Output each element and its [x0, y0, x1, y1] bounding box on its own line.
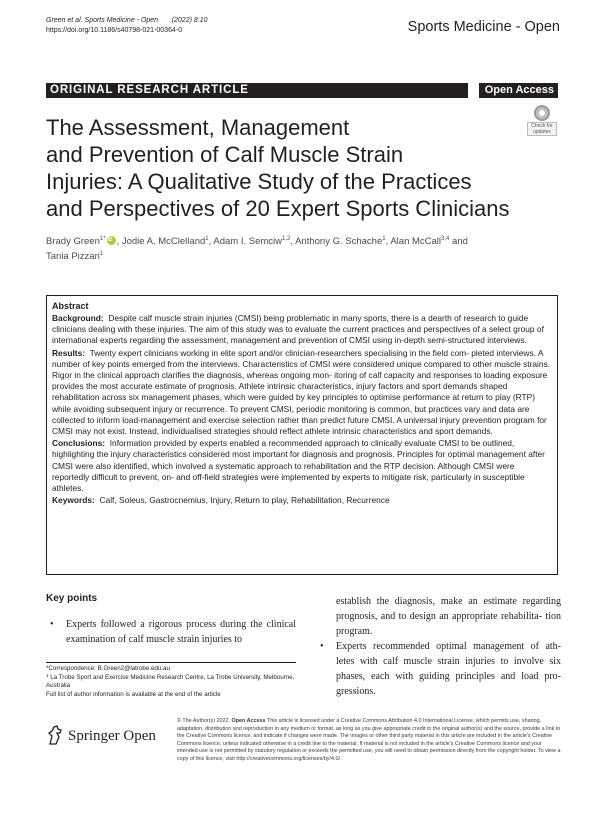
article-type: ORIGINAL RESEARCH ARTICLE: [50, 84, 249, 96]
results-text: Twenty expert clinicians working in elite sport and/or clinician-researchers specialising in the field com- pleted interviews. A number of key points emerged from the interviews. Characteristics of CMSI were considered unique compared to other muscle strains. Rigor in the clinical approach clarifies the diagnosis, whereas ongoing mon- itoring of calf capacity and responses to loading exposure provides the most accurate estimate of prognosis. Athlete intrinsic characteristics, injury factors and sport demands shaped rehabilitation across six management phases, which were guided by key principles to optimise performance at return to play (RTP) while avoiding subsequent injury or recurrence. To prevent CMSI, periodic monitoring is common, but practices vary and data are collected to inform load-management and exercise selection rather than predict future CMSI. A universal injury prevention program for CMSI may not exist. Instead, individualised strategies should reflect athlete intrinsic characteristics and sport demands.: [52, 347, 551, 437]
author-affil: 1*: [99, 236, 106, 242]
keywords-text: Calf, Soleus, Gastrocnemius, Injury, Return to play, Rehabilitation, Recurrence: [99, 495, 390, 506]
license-link[interactable]: http://creativecommons.org/licenses/by/4.0/: [236, 755, 340, 762]
title-line: Injuries: A Qualitative Study of the Practices: [46, 169, 472, 194]
key-point-item: [46, 617, 296, 647]
background-text: Despite calf muscle strain injuries (CMSI) being problematic in many sports, there is a dearth of research to guide clinicians dealing with these injuries. The aim of this study was to evaluate the current practices and perspectives of a select group of international experts regarding the assessment, management and prevention of CMSI using in-depth semi-structured interviews.: [52, 313, 544, 346]
affil-number: 1: [46, 672, 49, 678]
abstract-heading: Abstract: [52, 301, 89, 311]
key-point-item: [316, 639, 561, 699]
journal-name: Sports Medicine - Open: [407, 19, 560, 35]
check-updates-icon: [534, 105, 550, 121]
bullet-icon: •: [320, 641, 324, 652]
abstract-conclusions: [52, 438, 552, 494]
correspondence: *Correspondence: B.Green2@latrobe.edu.au: [46, 665, 170, 672]
year-volume: (2022) 8:10: [171, 17, 208, 24]
title-line: The Assessment, Management: [46, 115, 350, 140]
author-affil: 1: [382, 236, 386, 242]
background-label: Background:: [52, 313, 104, 323]
title-line: and Prevention of Calf Muscle Strain: [46, 142, 404, 167]
key-points-right-column: [316, 594, 561, 699]
author-name: , Anthony G. Schache: [290, 236, 383, 247]
publisher-name: Springer Open: [68, 728, 156, 744]
results-label: Results:: [52, 347, 86, 358]
citation: Green et al. Sports Medicine - Open: [46, 17, 159, 24]
key-point-text: Experts followed a rigorous process during the clinical examination of calf muscle strain injuries to: [66, 619, 296, 645]
orcid-icon[interactable]: [107, 236, 116, 245]
key-point-continuation: establish the diagnosis, make an estimate regarding prognosis, and to design an appropriate rehabilita- tion program.: [336, 596, 561, 637]
license-text: © The Author(s) 2022. Open Access This article is licensed under a Creative Commons Attribution 4.0 International License, which permits use, sharing, adaptation, distribution and reproduction in any medium or format, as long as you give appropriate credit to the original author(s) and the source, provide a link to the Creative Commons licence, and indicate if changes were made. The images or other third party material in this article are included in the article's Creative Commons licence, unless indicated otherwise in a credit line to the material. If material is not included in the article's Creative Commons licence and your intended use is not permitted by statutory regulation or exceeds the permitted use, you will need to obtain permission directly from the copyright holder. To view a copy of this licence, visit http://creativecommons.org/licenses/by/4.0/.: [177, 718, 561, 762]
running-header: [46, 16, 208, 36]
check-for-updates-button[interactable]: [527, 105, 557, 135]
key-points-left-column: [46, 617, 296, 647]
key-points-heading: Key points: [46, 593, 98, 604]
key-point-text: Experts recommended optimal management of ath- letes with calf muscle strain injuries to involve six phases, each with guiding principles and load pro- gressions.: [336, 641, 561, 697]
author-name: , Jodie A. McClelland: [116, 236, 206, 247]
abstract-box: [46, 295, 558, 575]
conclusions-label: Conclusions:: [52, 438, 106, 449]
author-and: and: [449, 236, 468, 247]
keywords-label: Keywords:: [52, 495, 95, 506]
author-affil: 3,4: [441, 236, 450, 242]
footnote-divider: [46, 662, 296, 663]
author-list: [46, 234, 561, 264]
full-author-info: Full list of author information is available at the end of the article: [46, 690, 221, 698]
open-access-badge: Open Access: [479, 83, 558, 98]
author-affil: 1: [205, 236, 209, 242]
footnotes: [46, 662, 296, 699]
title-line: and Perspectives of 20 Expert Sports Clinicians: [46, 196, 510, 221]
affiliation: La Trobe Sport and Exercise Medicine Research Centre, La Trobe University, Melbourne, Australia: [46, 673, 295, 689]
conclusions-text: Information provided by experts enabled a recommended approach to clinically evaluate CMSI to be outlined, highlighting the injury characteristics considered most important for diagnosis and prognosis. Principles for optimal management after CMSI were also identified, which involved a systematic approach to rehabilitation and the RTP decision. Although CMSI were reportedly difficult to prevent, on- and off-field strategies were implemented by experts to mitigate risk, particularly in susceptible athletes.: [52, 438, 545, 494]
open-access-label: Open Access: [231, 718, 266, 724]
author-name: , Adam I. Semciw: [208, 236, 282, 247]
springer-open-logo: [46, 724, 166, 748]
author-affil: 1,2: [282, 236, 291, 242]
springer-horse-icon: [46, 724, 66, 746]
check-updates-label: Check for updates: [527, 122, 557, 136]
author-name: Brady Green: [46, 236, 100, 247]
author-name: Tania Pizzari: [46, 251, 100, 262]
bullet-icon: •: [50, 619, 54, 630]
author-name: , Alan McCall: [385, 236, 442, 247]
doi-link[interactable]: https://doi.org/10.1186/s40798-021-00364-0: [46, 27, 183, 34]
author-affil: 1: [99, 251, 104, 257]
abstract-results: [52, 348, 552, 438]
open-access-badge-wrap: [468, 81, 558, 100]
abstract-keywords: [52, 495, 552, 506]
abstract-background: [52, 313, 552, 347]
article-title: [46, 114, 526, 222]
